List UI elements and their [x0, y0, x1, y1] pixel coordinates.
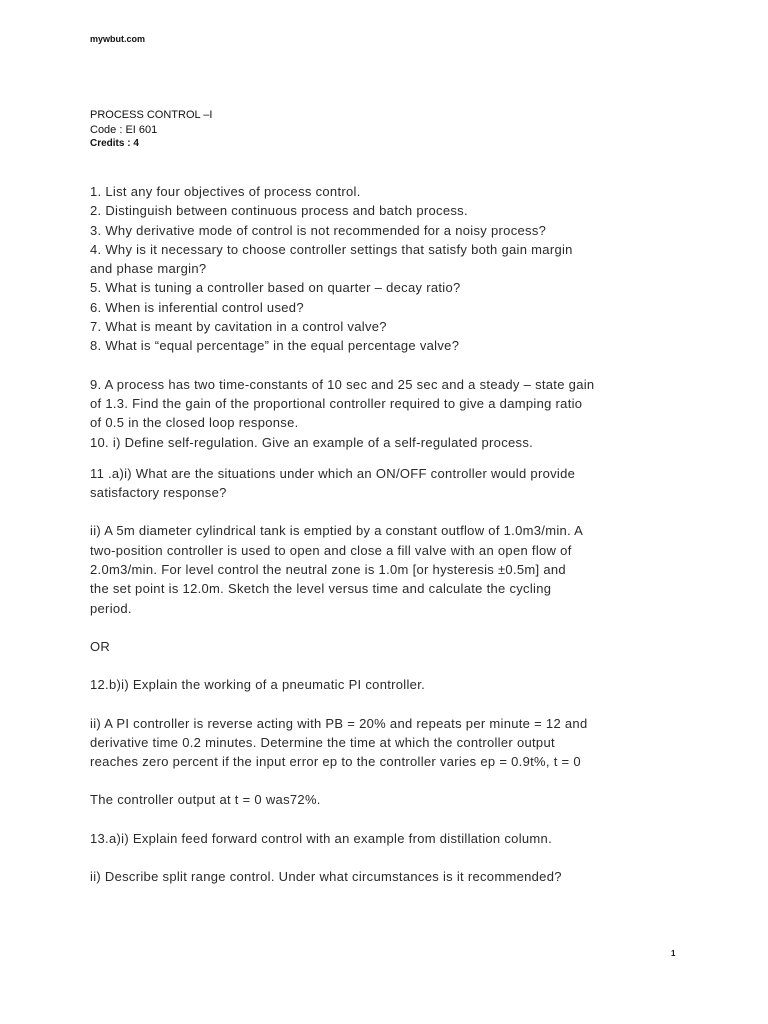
or-separator: OR	[90, 638, 111, 654]
subject-title: PROCESS CONTROL –I	[90, 109, 213, 121]
question-line: of 0.5 in the closed loop response.	[90, 415, 299, 431]
question-line: two-position controller is used to open and close a fill valve with an open flow of	[90, 542, 572, 558]
question-line: 2.0m3/min. For level control the neutral zone is 1.0m [or hysteresis ±0.5m] and	[90, 562, 566, 578]
question-line: the set point is 12.0m. Sketch the level versus time and calculate the cycling	[90, 581, 552, 597]
subject-code: Code : EI 601	[90, 123, 158, 136]
question-line: ii) Describe split range control. Under what circumstances is it recommended?	[90, 869, 562, 885]
question-line: 11 .a)i) What are the situations under which an ON/OFF controller would provide	[90, 465, 576, 481]
question-line: period.	[90, 600, 132, 616]
question-line: satisfactory response?	[90, 485, 227, 501]
question-line: of 1.3. Find the gain of the proportional controller required to give a damping ratio	[90, 395, 583, 411]
question-line: and phase margin?	[90, 261, 207, 277]
question-line: 13.a)i) Explain feed forward control with an example from distillation column.	[90, 830, 552, 846]
page-number: 1	[671, 949, 676, 958]
question-line: ii) A 5m diameter cylindrical tank is emptied by a constant outflow of 1.0m3/min. A	[90, 523, 584, 539]
document-header	[90, 108, 212, 152]
question-line: 3. Why derivative mode of control is not recommended for a noisy process?	[90, 222, 547, 238]
subject-credits: Credits : 4	[90, 138, 139, 149]
question-line: 4. Why is it necessary to choose controller settings that satisfy both gain margin	[90, 241, 573, 257]
question-line: 10. i) Define self-regulation. Give an example of a self-regulated process.	[90, 434, 534, 450]
question-line: reaches zero percent if the input error ep to the controller varies ep = 0.9t%, t = 0	[90, 754, 581, 770]
question-line: 9. A process has two time-constants of 10 sec and 25 sec and a steady – state gain	[90, 376, 595, 392]
question-line: The controller output at t = 0 was72%.	[90, 792, 321, 808]
question-line: 12.b)i) Explain the working of a pneumatic PI controller.	[90, 677, 426, 693]
question-line: 1. List any four objectives of process control.	[90, 184, 361, 199]
question-line: derivative time 0.2 minutes. Determine the time at which the controller output	[90, 734, 555, 750]
question-line: 8. What is “equal percentage” in the equal percentage valve?	[90, 338, 460, 354]
question-line: 2. Distinguish between continuous process and batch process.	[90, 203, 468, 219]
question-line: 7. What is meant by cavitation in a control valve?	[90, 319, 387, 335]
question-line: 6. When is inferential control used?	[90, 299, 304, 315]
site-name: mywbut.com	[90, 34, 146, 44]
question-line: 5. What is tuning a controller based on quarter – decay ratio?	[90, 280, 461, 296]
question-line: ii) A PI controller is reverse acting with PB = 20% and repeats per minute = 12 and	[90, 715, 588, 731]
question-list	[90, 182, 690, 886]
